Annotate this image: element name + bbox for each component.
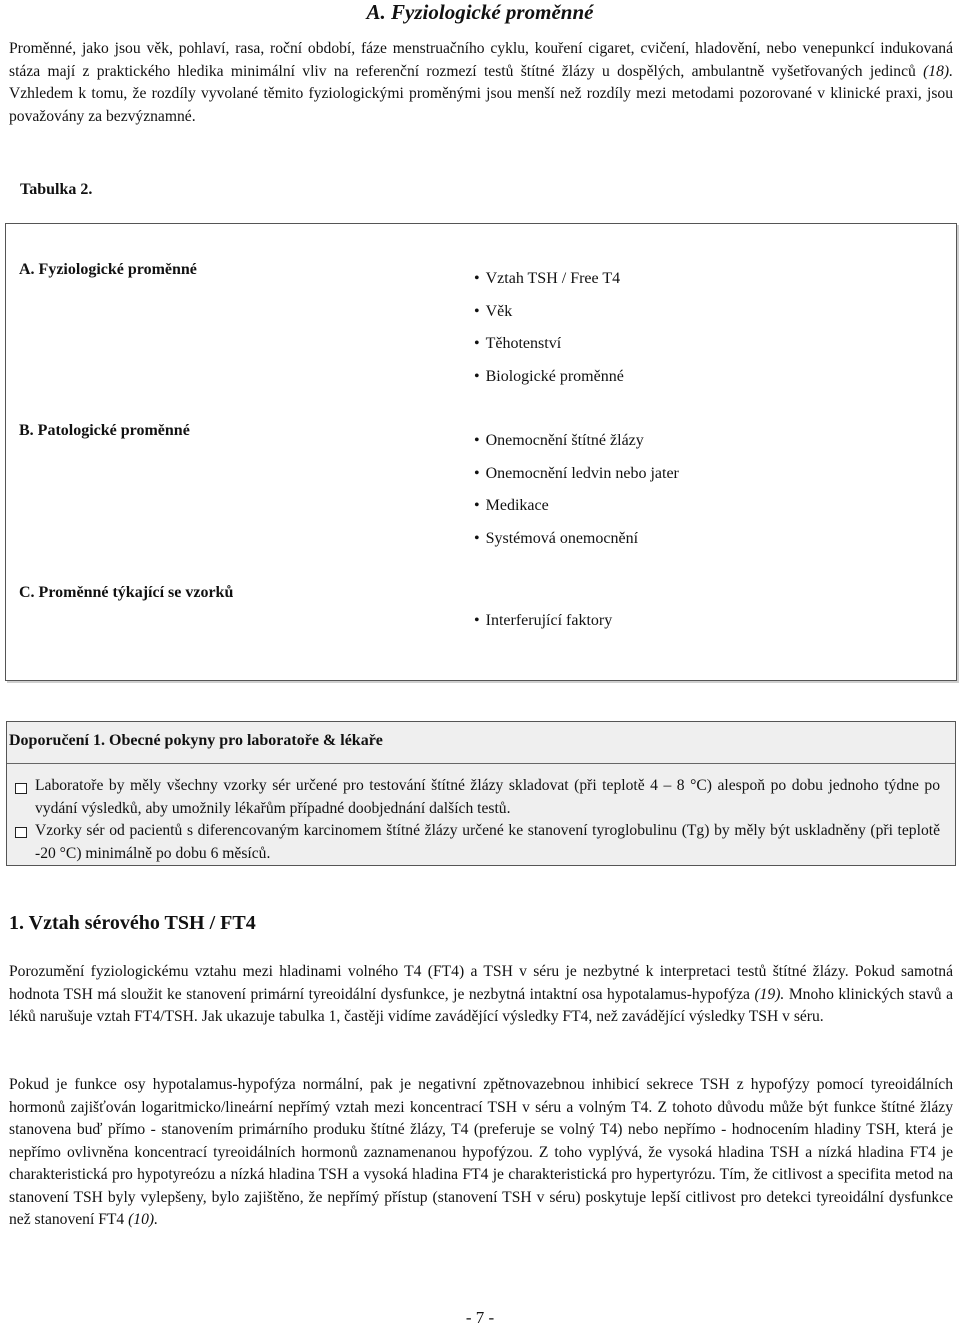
variables-table bbox=[5, 223, 957, 681]
intro-tail: Vzhledem k tomu, že rozdíly vyvolané těmito fyziologickými proměnými jsou menší než rozdíly mezi metodami pozorované v klinické praxi, jsou považovány za bezvýznamné. bbox=[9, 85, 953, 125]
p1-text: Porozumění fyziologickému vztahu mezi hladinami volného T4 (FT4) a TSH v séru je nezbytné k interpretaci testů štítné žlázy. Pokud samotná hodnota TSH má sloužit ke stanovení primární tyreoidální dysfunkce, je nezbytná intaktní osa hypotalamus-hypofýza bbox=[9, 963, 953, 1003]
table-caption: Tabulka 2. bbox=[20, 181, 93, 198]
recommendation-heading: Doporučení 1. Obecné pokyny pro laboratoře & lékaře bbox=[7, 722, 955, 764]
recommendation-item: Vzorky sér od pacientů s diferencovaným karcinomem štítné žlázy určené ke stanovení tyroglobulinu (Tg) by měly být uskladněny (při teplotě -20 °C) minimálně po dobu 6 měsíců. bbox=[35, 822, 940, 862]
intro-text: Proměnné, jako jsou věk, pohlaví, rasa, roční období, fáze menstruačního cyklu, kouření cigaret, cvičení, hladovění, nebo venepunkcí indukovaná stáza mají z praktického hledika minimální vliv na referenční rozmezí testů štítné žlázy u dospělých, ambulantně vyšetřovaných jedinců bbox=[9, 40, 953, 80]
p2-text: Pokud je funkce osy hypotalamus-hypofýza normální, pak je negativní zpětnovazebnou inhibicí sekrece TSH z hypofýzy pomocí tyreoidálních hormonů zajišťován logaritmicko/lineární nepřímý vztah mezi koncentrací TSH v séru a volným T4. Z tohoto důvodu může být funkce štítné žlázy stanovena buď přímo - stanovením primárního produku štítné žlázy, T4 (preferuje se volný T4) nebo nepřímo - hodnocením hladiny TSH, která je nepřímo ovlivněna koncentrací tyreoidálních hormonů zaznamenanou hypofýzou. Z toho vyplývá, že vysoká hladina TSH a nízká hladina FT4 je charakteristická pro hypotyreózu a nízká hladina TSH a vysoká hladina FT4 je charakteristická pro hypertyrózu. Tím, že citlivost a specifita metod na stanovení TSH byly vylepšeny, bylo zajištěno, že nepřímý přístup (stanovení TSH v séru) poskytuje lepší citlivost pro detekci tyreoidální dysfunkce než stanovení FT4 bbox=[9, 1076, 953, 1228]
group-c-label: C. Proměnné týkající se vzorků bbox=[19, 584, 234, 601]
square-bullet-icon bbox=[15, 827, 27, 838]
group-c-item: • Interferující faktory bbox=[474, 612, 612, 630]
group-a-item: • Věk bbox=[474, 303, 512, 321]
section-paragraph-2 bbox=[9, 1074, 953, 1232]
p1-ref: (19). bbox=[754, 985, 785, 1003]
group-b-item: • Onemocnění štítné žlázy bbox=[474, 432, 644, 450]
p1-tail: Mnoho klinických stavů a léků narušuje vztah FT4/TSH. Jak ukazuje tabulka 1, častěji vidíme zavádějící výsledky FT4, než zavádějící výsledky TSH v séru. bbox=[9, 985, 953, 1025]
section-paragraph-1 bbox=[9, 961, 953, 1029]
group-a-label: A. Fyziologické proměnné bbox=[19, 261, 197, 278]
p2-ref: (10). bbox=[128, 1211, 158, 1228]
group-b-item: • Systémová onemocnění bbox=[474, 530, 638, 548]
recommendation-item: Laboratoře by měly všechny vzorky sér určené pro testování štítné žlázy skladovat (při teplotě 4 – 8 °C) alespoň po dobu jednoho týdne po vydání výsledků, aby umožnily lékařům případné doobjednání dalších testů. bbox=[35, 777, 940, 817]
group-a-item: • Vztah TSH / Free T4 bbox=[474, 270, 620, 288]
page-title: A. Fyziologické proměnné bbox=[366, 0, 594, 24]
square-bullet-icon bbox=[15, 783, 27, 794]
group-a-item: • Biologické proměnné bbox=[474, 368, 624, 386]
group-b-item: • Onemocnění ledvin nebo jater bbox=[474, 465, 679, 483]
section-heading: 1. Vztah sérového TSH / FT4 bbox=[9, 912, 256, 934]
recommendation-box bbox=[6, 721, 956, 866]
group-b-item: • Medikace bbox=[474, 497, 549, 515]
intro-ref: (18). bbox=[923, 62, 953, 80]
page-number: - 7 - bbox=[465, 1308, 495, 1327]
intro-paragraph bbox=[9, 38, 953, 128]
group-b-label: B. Patologické proměnné bbox=[19, 422, 190, 439]
group-a-item: • Těhotenství bbox=[474, 335, 561, 353]
